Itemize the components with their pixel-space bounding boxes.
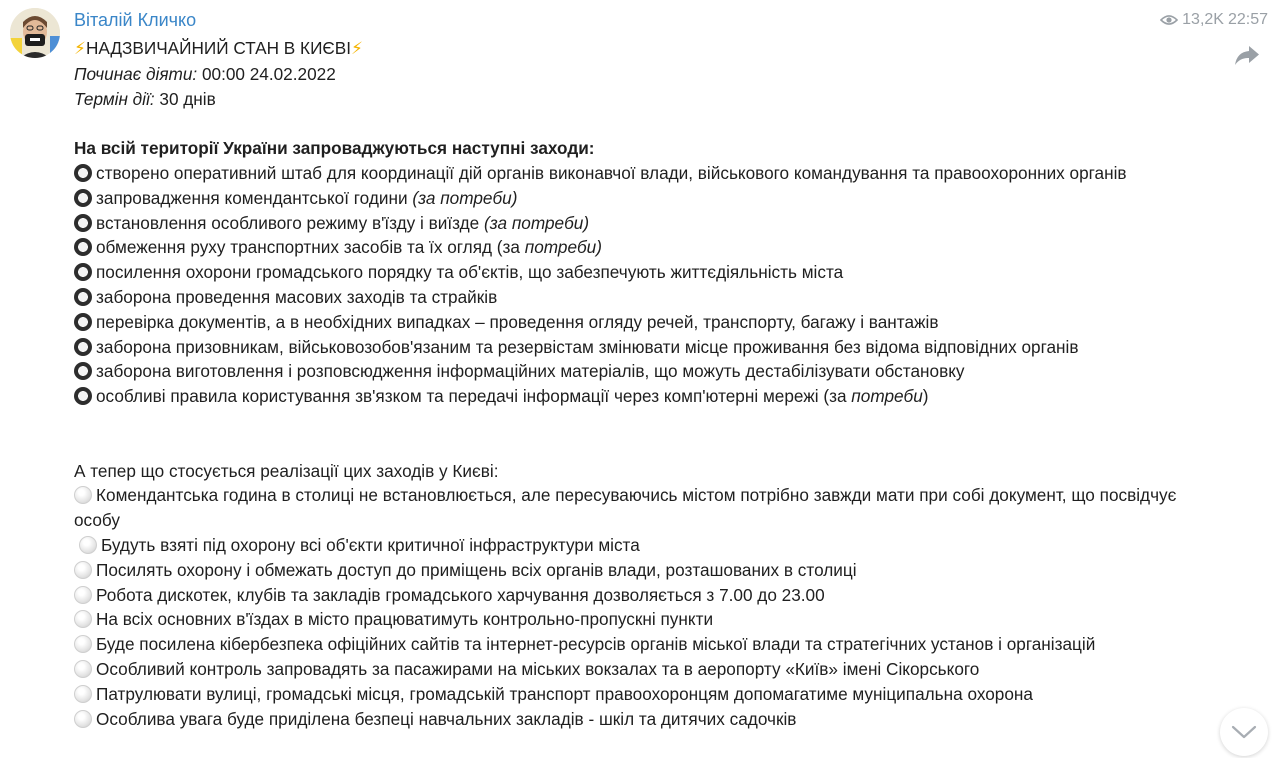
list-item: Комендантська година в столиці не встановлюється, але пересуваючись містом потрібно завжди мати при собі документ, що посвідчує особу bbox=[74, 485, 1177, 531]
black-circle-icon bbox=[74, 387, 92, 405]
black-circle-icon bbox=[74, 238, 92, 256]
spacer bbox=[74, 409, 1204, 459]
list-item: обмеження руху транспортних засобів та їх огляд (за потреби) bbox=[74, 235, 1204, 260]
avatar-image bbox=[10, 8, 60, 58]
message-title: НАДЗВИЧАЙНИЙ СТАН В КИЄВІ bbox=[85, 38, 352, 58]
black-circle-icon bbox=[74, 189, 92, 207]
avatar[interactable] bbox=[10, 8, 60, 58]
white-circle-icon bbox=[74, 561, 92, 579]
list-item: встановлення особливого режиму в'їзду і виїзде (за потреби) bbox=[74, 211, 1204, 236]
term-line bbox=[74, 87, 1204, 112]
message-text bbox=[74, 36, 1204, 731]
list-item: особливі правила користування зв'язком та передачі інформації через комп'ютерні мережі (за потреби) bbox=[74, 384, 1204, 409]
scroll-down-button[interactable] bbox=[1220, 708, 1268, 756]
list-item: Особливий контроль запровадять за пасажирами на міських вокзалах та в аеропорту «Київ» імені Сікорського bbox=[74, 657, 1204, 682]
white-circle-icon bbox=[74, 660, 92, 678]
start-value: 00:00 24.02.2022 bbox=[197, 63, 336, 84]
ukraine-measures-heading: На всій території України запроваджуються наступні заходи: bbox=[74, 138, 595, 159]
start-line bbox=[74, 62, 1204, 87]
list-item: Буде посилена кібербезпека офіційних сайтів та інтернет-ресурсів органів міської влади та стратегічних установ і організацій bbox=[74, 632, 1204, 657]
black-circle-icon bbox=[74, 338, 92, 356]
list-item: заборона призовникам, військовозобов'язаним та резервістам змінювати місце проживання без відома відповідних органів bbox=[74, 335, 1204, 360]
list-item: посилення охорони громадського порядку та об'єктів, що забезпечують життєдіяльність міста bbox=[74, 260, 1204, 285]
list-item: Робота дискотек, клубів та закладів громадського харчування дозволяється з 7.00 до 23.00 bbox=[74, 583, 1204, 608]
list-item: Посилять охорону і обмежать доступ до приміщень всіх органів влади, розташованих в столиці bbox=[74, 558, 1204, 583]
list-item: Патрулювати вулиці, громадські місця, громадській транспорт правоохоронцям допомагатиме муніципальна охорона bbox=[74, 682, 1204, 707]
start-label: Починає діяти: bbox=[74, 63, 198, 84]
list-item: заборона виготовлення і розповсюдження інформаційних матеріалів, що можуть дестабілізувати обстановку bbox=[74, 359, 1204, 384]
list-item: створено оперативний штаб для координації дій органів виконавчої влади, військового командування та правоохоронних органів bbox=[74, 161, 1204, 186]
list-item: запровадження комендантської години (за потреби) bbox=[74, 186, 1204, 211]
list-item: Будуть взяті під охорону всі об'єкти критичної інфраструктури міста bbox=[74, 533, 1204, 558]
lightning-emoji: ⚡ bbox=[351, 39, 363, 58]
black-circle-icon bbox=[74, 263, 92, 281]
white-circle-icon bbox=[74, 586, 92, 604]
lightning-emoji: ⚡ bbox=[74, 39, 86, 58]
black-circle-icon bbox=[74, 288, 92, 306]
eye-icon bbox=[1160, 14, 1178, 26]
white-circle-icon bbox=[74, 685, 92, 703]
share-arrow-icon bbox=[1232, 40, 1262, 70]
list-item: На всіх основних в'їздах в місто працюватимуть контрольно-пропускні пункти bbox=[74, 607, 1204, 632]
chevron-down-icon bbox=[1231, 725, 1257, 739]
black-circle-icon bbox=[74, 362, 92, 380]
term-label: Термін дії: bbox=[74, 88, 155, 109]
black-circle-icon bbox=[74, 214, 92, 232]
author-name[interactable]: Віталій Кличко bbox=[74, 10, 197, 30]
share-button[interactable] bbox=[1232, 40, 1262, 70]
term-value: 30 днів bbox=[154, 88, 216, 109]
white-circle-icon bbox=[74, 486, 92, 504]
kyiv-measures-heading: А тепер що стосується реалізації цих заходів у Києві: bbox=[74, 460, 499, 481]
white-circle-icon bbox=[74, 635, 92, 653]
list-item: заборона проведення масових заходів та страйків bbox=[74, 285, 1204, 310]
message-title-line bbox=[74, 36, 1204, 62]
white-circle-icon bbox=[74, 610, 92, 628]
views-count: 13,2K bbox=[1182, 11, 1224, 28]
list-item: Особлива увага буде приділена безпеці навчальних закладів - шкіл та дитячих садочків bbox=[74, 707, 1204, 732]
list-item: перевірка документів, а в необхідних випадках – проведення огляду речей, транспорту, багажу і вантажів bbox=[74, 310, 1204, 335]
white-circle-icon bbox=[74, 710, 92, 728]
spacer bbox=[74, 111, 1204, 136]
message-time: 22:57 bbox=[1227, 11, 1268, 28]
black-circle-icon bbox=[74, 313, 92, 331]
white-circle-icon bbox=[79, 536, 97, 554]
black-circle-icon bbox=[74, 164, 92, 182]
message-meta bbox=[1160, 11, 1268, 29]
